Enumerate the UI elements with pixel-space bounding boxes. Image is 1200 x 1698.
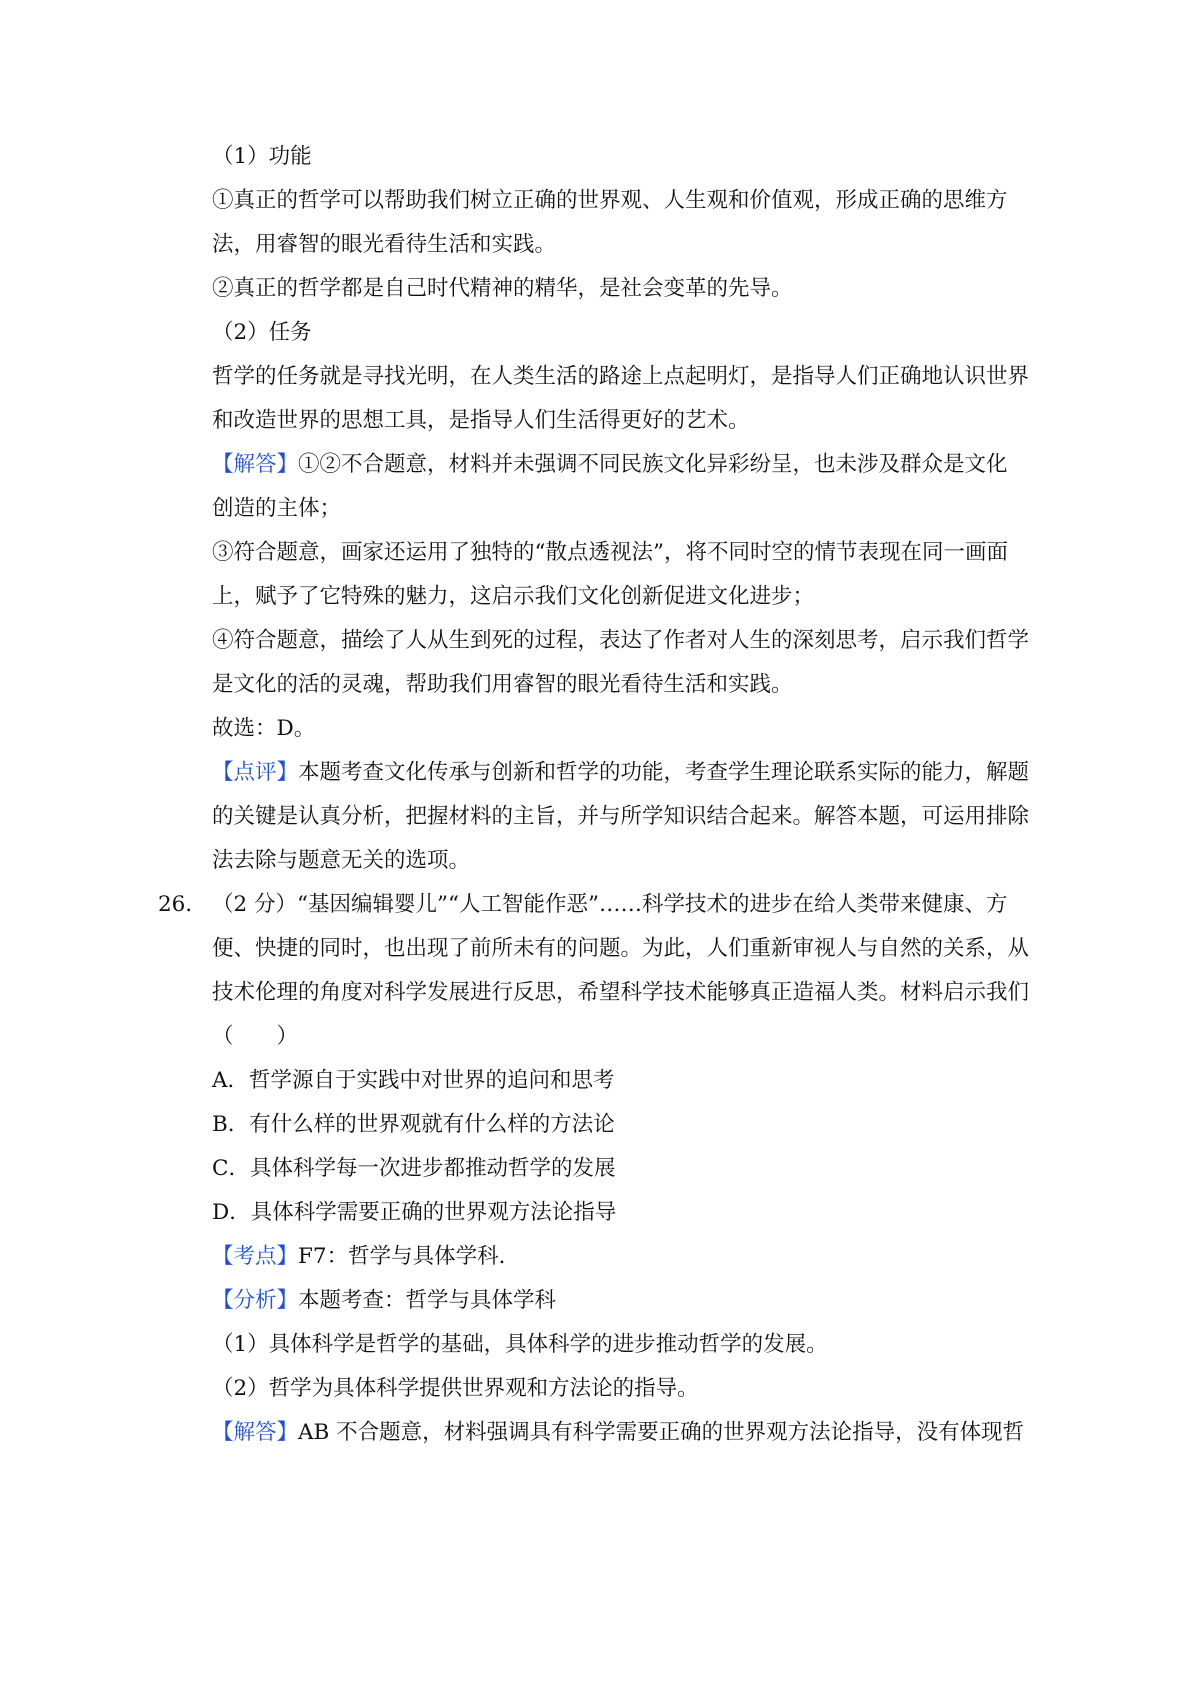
question-blank: （ ） bbox=[212, 1024, 299, 1049]
review-line-3: 法去除与题意无关的选项。 bbox=[212, 848, 471, 873]
answer-1-line-5: ④符合题意，描绘了人从生到死的过程，表达了作者对人生的深刻思考，启示我们哲学 bbox=[212, 628, 1030, 653]
answer-1-line-3: ③符合题意，画家还运用了独特的“散点透视法”，将不同时空的情节表现在同一画面 bbox=[212, 540, 1008, 565]
function-point-1-line-2: 法，用睿智的眼光看待生活和实践。 bbox=[212, 232, 557, 257]
task-line-2: 和改造世界的思想工具，是指导人们生活得更好的艺术。 bbox=[212, 408, 750, 433]
function-heading: （1）功能 bbox=[212, 144, 312, 169]
review-text: 本题考查文化传承与创新和哲学的功能，考查学生理论联系实际的能力，解题 bbox=[298, 760, 1030, 785]
answer-1-text: ①②不合题意，材料并未强调不同民族文化异彩纷呈，也未涉及群众是文化 bbox=[298, 452, 1008, 477]
answer-1-choice: 故选：D。 bbox=[212, 716, 316, 741]
analysis-point-1: （1）具体科学是哲学的基础，具体科学的进步推动哲学的发展。 bbox=[212, 1332, 828, 1357]
function-point-2: ②真正的哲学都是自己时代精神的精华，是社会变革的先导。 bbox=[212, 276, 793, 301]
answer-2-line-1 bbox=[212, 1418, 1032, 1448]
answer-2-text: AB 不合题意，材料强调具有科学需要正确的世界观方法论指导，没有体现哲 bbox=[298, 1420, 1025, 1445]
option-c: C．具体科学每一次进步都推动哲学的发展 bbox=[212, 1156, 616, 1181]
option-d: D．具体科学需要正确的世界观方法论指导 bbox=[212, 1200, 617, 1225]
option-a: A．哲学源自于实践中对世界的追问和思考 bbox=[212, 1068, 615, 1093]
kaodian-tag: 【考点】 bbox=[212, 1244, 299, 1269]
review-tag: 【点评】 bbox=[212, 760, 299, 785]
answer-tag: 【解答】 bbox=[212, 452, 299, 477]
task-line-1: 哲学的任务就是寻找光明，在人类生活的路途上点起明灯，是指导人们正确地认识世界 bbox=[212, 364, 1030, 389]
answer-1-line-6: 是文化的活的灵魂，帮助我们用睿智的眼光看待生活和实践。 bbox=[212, 672, 793, 697]
kaodian-line bbox=[212, 1242, 1032, 1272]
analysis-line bbox=[212, 1286, 1032, 1316]
option-b: B．有什么样的世界观就有什么样的方法论 bbox=[212, 1112, 615, 1137]
review-line-2: 的关键是认真分析，把握材料的主旨，并与所学知识结合起来。解答本题，可运用排除 bbox=[212, 804, 1030, 829]
answer-1-line-1 bbox=[212, 450, 1032, 480]
question-number: 26． bbox=[158, 892, 207, 917]
question-stem-line-1: （2 分）“基因编辑婴儿”“人工智能作恶”……科学技术的进步在给人类带来健康、方 bbox=[212, 892, 1008, 917]
answer-1-line-2: 创造的主体； bbox=[212, 496, 342, 521]
review-line-1 bbox=[212, 758, 1032, 788]
kaodian-text: F7：哲学与具体学科． bbox=[298, 1244, 521, 1269]
function-point-1-line-1: ①真正的哲学可以帮助我们树立正确的世界观、人生观和价值观，形成正确的思维方 bbox=[212, 188, 1008, 213]
answer-1-line-4: 上，赋予了它特殊的魅力，这启示我们文化创新促进文化进步； bbox=[212, 584, 815, 609]
analysis-text: 本题考查：哲学与具体学科 bbox=[298, 1288, 557, 1313]
task-heading: （2）任务 bbox=[212, 320, 312, 345]
answer-2-tag: 【解答】 bbox=[212, 1420, 299, 1445]
question-stem-line-3: 技术伦理的角度对科学发展进行反思，希望科学技术能够真正造福人类。材料启示我们 bbox=[212, 980, 1030, 1005]
analysis-point-2: （2）哲学为具体科学提供世界观和方法论的指导。 bbox=[212, 1376, 699, 1401]
question-stem-line-2: 便、快捷的同时，也出现了前所未有的问题。为此，人们重新审视人与自然的关系，从 bbox=[212, 936, 1030, 961]
analysis-tag: 【分析】 bbox=[212, 1288, 299, 1313]
